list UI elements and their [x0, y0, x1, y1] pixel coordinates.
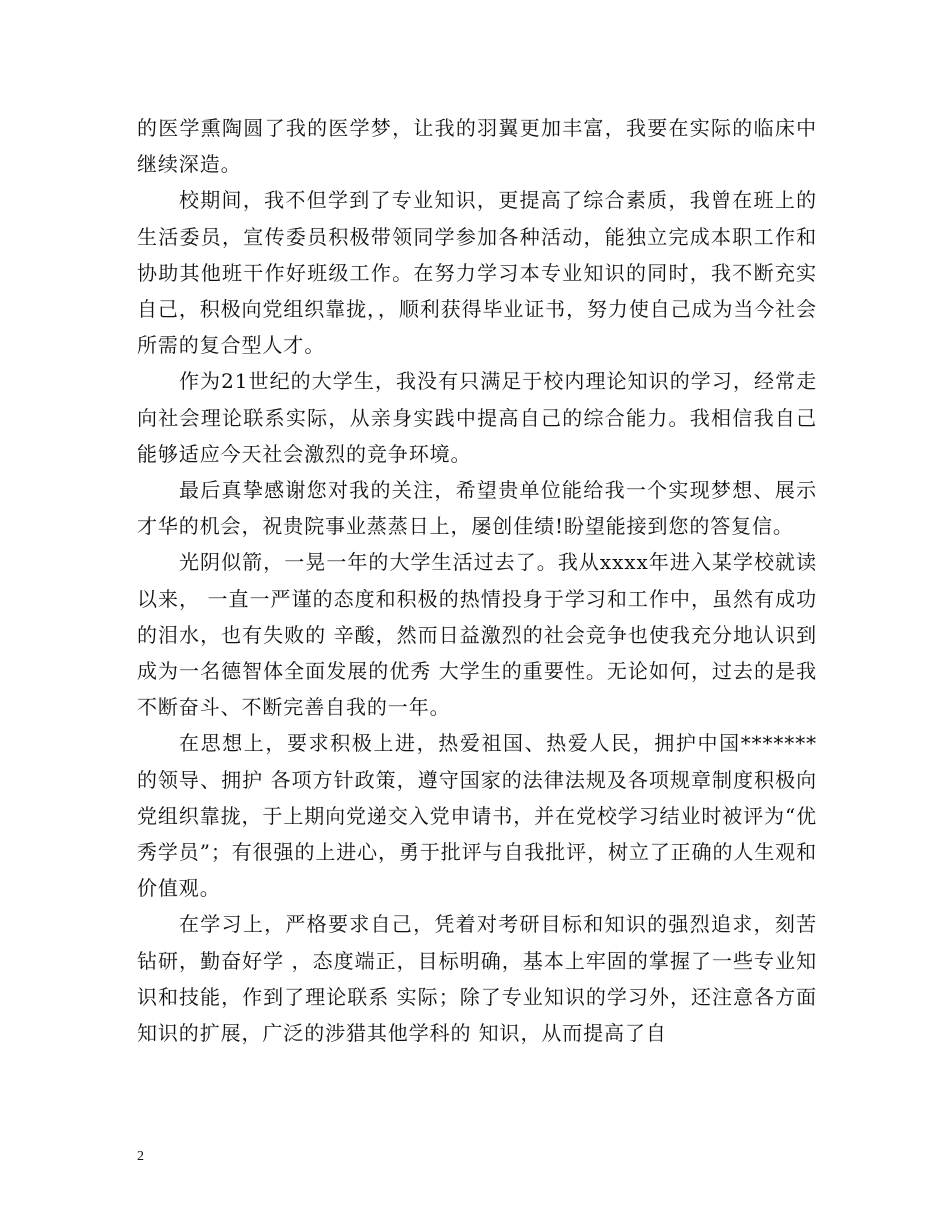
paragraph-4: 最后真挚感谢您对我的关注，希望贵单位能给我一个实现梦想、展示才华的机会，祝贵院事业蒸蒸日上，屡创佳绩!盼望能接到您的答复信。	[137, 478, 817, 539]
paragraph-2: 校期间，我不但学到了专业知识，更提高了综合素质，我曾在班上的生活委员，宣传委员积极带领同学参加各种活动，能独立完成本职工作和协助其他班干作好班级工作。在努力学习本专业知识的同时，我不断充实自己，积极向党组织靠拢，，顺利获得毕业证书，努力使自己成为当今社会所需的复合型人才。	[137, 188, 817, 358]
paragraph-1: 的医学熏陶圆了我的医学梦，让我的羽翼更加丰富，我要在实际的临床中继续深造。	[137, 116, 817, 177]
paragraph-7: 在学习上，严格要求自己，凭着对考研目标和知识的强烈追求，刻苦钻研，勤奋好学 ，态度端正，目标明确，基本上牢固的掌握了一些专业知识和技能，作到了理论联系 实际；除了专业知识的学习外，还注意各方面知识的扩展，广泛的涉猎其他学科的 知识，从而提高了自	[137, 912, 817, 1046]
document-body	[137, 110, 817, 1051]
page-number: 2	[137, 1149, 144, 1164]
paragraph-6: 在思想上，要求积极上进，热爱祖国、热爱人民，拥护中国*******的领导、拥护 各项方针政策，遵守国家的法律法规及各项规章制度积极向党组织靠拢，于上期向党递交入党申请书，并在党校学习结业时被评为“优秀学员”；有很强的上进心，勇于批评与自我批评，树立了正确的人生观和价值观。	[137, 731, 817, 901]
paragraph-5: 光阴似箭，一晃一年的大学生活过去了。我从xxxx年进入某学校就读以来， 一直一严谨的态度和积极的热情投身于学习和工作中，虽然有成功的泪水，也有失败的 辛酸，然而日益激烈的社会竞争也使我充分地认识到成为一名德智体全面发展的优秀 大学生的重要性。无论如何，过去的是我不断奋斗、不断完善自我的一年。	[137, 550, 817, 720]
paragraph-3: 作为21世纪的大学生，我没有只满足于校内理论知识的学习，经常走向社会理论联系实际，从亲身实践中提高自己的综合能力。我相信我自己能够适应今天社会激烈的竞争环境。	[137, 369, 817, 466]
